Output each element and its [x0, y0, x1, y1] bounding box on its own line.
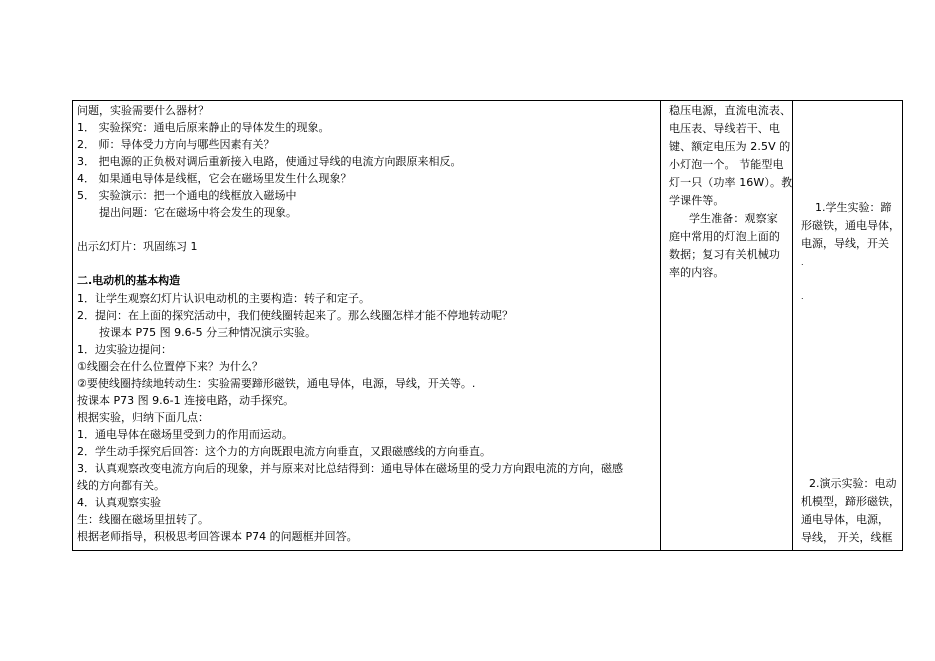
- text-line: 电压表、导线若干、电: [669, 122, 780, 135]
- lesson-table: [72, 100, 903, 551]
- text-line: 通电导体，电源，: [801, 513, 889, 526]
- text-line: 按课本 P75 图 9.6-5 分三种情况演示实验。: [99, 326, 317, 339]
- text-line: 2．提问：在上面的探究活动中，我们使线圈转起来了。那么线圈怎样才能不停地转动呢？: [77, 309, 513, 322]
- text-line: 线的方向都有关。: [77, 479, 165, 492]
- text-line: 1．让学生观察幻灯片认识电动机的主要构造：转子和定子。: [77, 292, 370, 305]
- text-line: 根据老师指导，积极思考回答课本 P74 的问题框并回答。: [77, 530, 358, 543]
- text-line: 导线， 开关，线框: [801, 531, 893, 544]
- text-line: 小灯泡一个。 节能型电: [669, 158, 784, 171]
- text-line: 学生准备：观察家: [689, 212, 778, 225]
- text-line: 2． 师：导体受力方向与哪些因素有关？: [77, 138, 275, 151]
- text-line: 形磁铁，通电导体，: [801, 219, 900, 232]
- section-heading: 二.电动机的基本构造: [77, 274, 181, 287]
- text-line: 灯一只（功率 16W）。教: [669, 176, 792, 189]
- text-line: 数据；复习有关机械功: [669, 248, 780, 261]
- text-line: 1.学生实验：蹄: [815, 201, 892, 214]
- text-line: 提出问题：它在磁场中将会发生的现象。: [99, 206, 297, 219]
- text-line: 按课本 P73 图 9.6-1 连接电路，动手探究。: [77, 394, 295, 407]
- text-line: 出示幻灯片：巩固练习 1: [77, 240, 198, 253]
- stray-dot: .: [801, 292, 804, 301]
- column-divider-1: [660, 101, 661, 550]
- experiments-cell: [797, 101, 902, 550]
- text-line: 3．认真观察改变电流方向后的现象，并与原来对比总结得到：通电导体在磁场里的受力方向跟电流的方向，磁感: [77, 462, 623, 475]
- text-line: 1．边实验边提问：: [77, 343, 172, 356]
- text-line: 3． 把电源的正负极对调后重新接入电路，使通过导线的电流方向跟原来相反。: [77, 155, 462, 168]
- text-line: 2.演示实验：电动: [809, 477, 897, 490]
- text-line: 电源，导线，开关: [801, 237, 889, 250]
- text-line: 庭中常用的灯泡上面的: [669, 230, 780, 243]
- stray-dot: .: [801, 258, 804, 267]
- text-line: 根据实验，归纳下面几点：: [77, 411, 209, 424]
- text-line: 5． 实验演示：把一个通电的线框放入磁场中: [77, 189, 297, 202]
- text-line: 4．认真观察实验: [77, 496, 161, 509]
- text-line: 2．学生动手探究后回答：这个力的方向既跟电流方向垂直，又跟磁感线的方向垂直。: [77, 445, 491, 458]
- column-divider-2: [792, 101, 793, 550]
- text-line: ①线圈会在什么位置停下来？为什么？: [77, 360, 263, 373]
- teaching-process-cell: [75, 101, 659, 550]
- text-line: 机模型，蹄形磁铁，: [801, 495, 900, 508]
- preparation-cell: [665, 101, 792, 550]
- text-line: 生：线圈在磁场里扭转了。: [77, 513, 209, 526]
- text-line: 学课件等。: [669, 194, 725, 207]
- text-line: 率的内容。: [669, 266, 725, 279]
- text-line: ②要使线圈持续地转动生：实验需要蹄形磁铁，通电导体，电源，导线，开关等。.: [77, 377, 476, 390]
- text-line: 稳压电源，直流电流表、: [669, 104, 792, 117]
- text-line: 键、额定电压为 2.5V 的: [669, 140, 791, 153]
- text-line: 4． 如果通电导体是线框，它会在磁场里发生什么现象？: [77, 172, 352, 185]
- text-line: 问题，实验需要什么器材？: [77, 104, 209, 117]
- text-line: 1． 实验探究：通电后原来静止的导体发生的现象。: [77, 121, 330, 134]
- text-line: 1．通电导体在磁场里受到力的作用而运动。: [77, 428, 293, 441]
